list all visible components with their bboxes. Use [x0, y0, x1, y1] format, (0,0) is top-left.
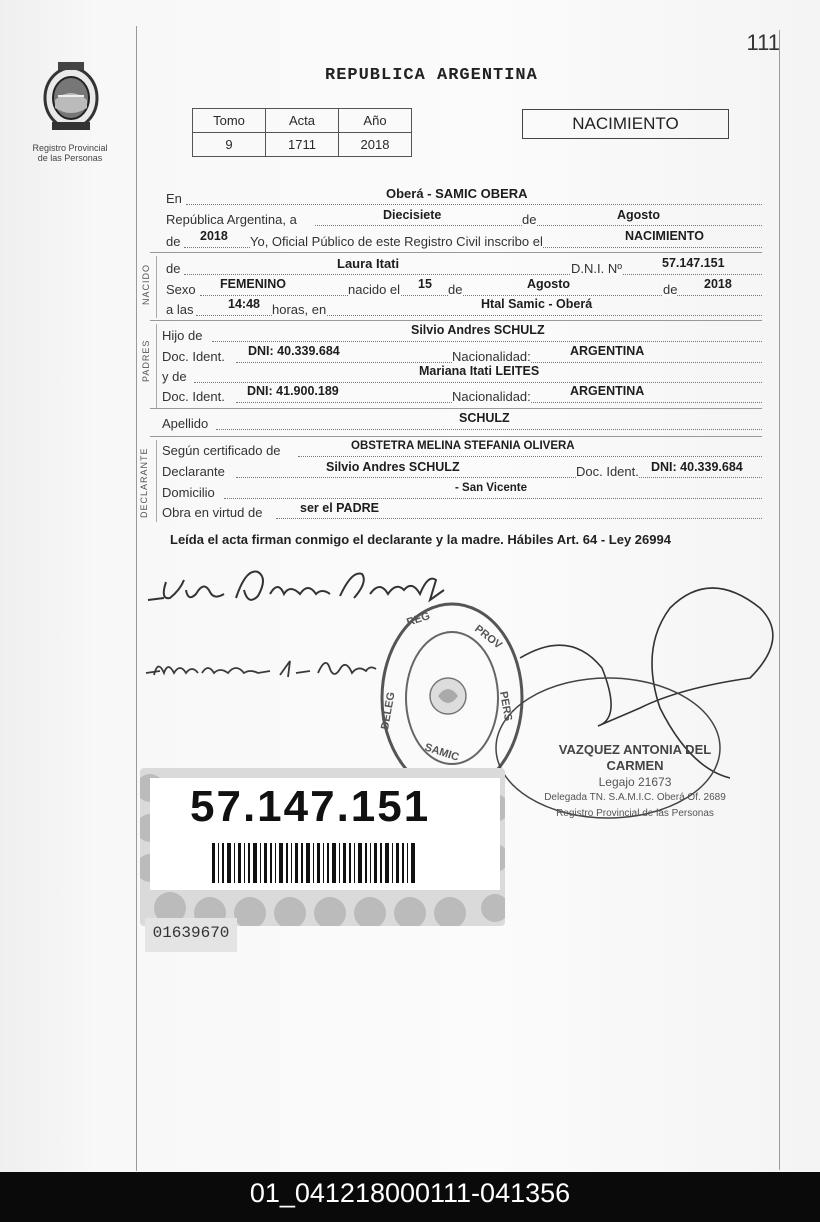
yde-label: y de	[162, 369, 187, 384]
svg-text:PERS: PERS	[497, 690, 515, 723]
anio-value: 2018	[339, 133, 412, 157]
section-divider	[156, 440, 157, 522]
birth-place: Htal Samic - Oberá	[481, 297, 593, 311]
padres-section-label: PADRES	[141, 339, 151, 382]
acta-header: Acta	[266, 109, 339, 133]
section-divider	[156, 256, 157, 318]
declarante-section-label: DECLARANTE	[139, 447, 149, 518]
nacido-label: nacido el	[348, 282, 401, 297]
dotted-line	[212, 341, 762, 342]
dotted-line	[186, 204, 762, 205]
acta-value: 1711	[266, 133, 339, 157]
dotted-line	[194, 382, 762, 383]
serial-number: 01639670	[145, 918, 237, 952]
registry-name-line2: de las Personas	[37, 153, 103, 163]
section-divider	[156, 324, 157, 408]
official-org: Registro Provincial de las Personas	[556, 808, 714, 819]
de-label: de	[448, 282, 463, 297]
sexo-value: FEMENINO	[220, 277, 286, 291]
svg-text:PROV: PROV	[472, 622, 505, 652]
svg-text:SAMIC: SAMIC	[423, 741, 461, 764]
svg-text:DELEG: DELEG	[379, 691, 398, 731]
tomo-value: 9	[193, 133, 266, 157]
svg-text:REG: REG	[405, 610, 432, 629]
kind-value: NACIMIENTO	[625, 229, 704, 243]
month-value: Agosto	[617, 208, 661, 222]
registrar-text: Yo, Oficial Público de este Registro Civil inscribo el	[250, 234, 543, 249]
pais-label: República Argentina, a	[166, 212, 297, 227]
dotted-line	[184, 274, 762, 275]
official-legajo: Legajo 21673	[598, 775, 672, 789]
left-margin-line	[136, 26, 137, 1171]
domicilio-value: - San Vicente	[455, 482, 528, 494]
horas-label: horas, en	[272, 302, 327, 317]
nacionalidad-label: Nacionalidad:	[452, 349, 531, 364]
coat-of-arms-icon	[36, 56, 106, 136]
dotted-line	[216, 429, 762, 430]
place-value: Oberá - SAMIC OBERA	[386, 186, 528, 201]
official-name: VAZQUEZ ANTONIA DEL CARMEN	[558, 742, 712, 773]
child-dni: 57.147.151	[662, 256, 725, 270]
official-stamp	[530, 742, 740, 822]
barcode-icon	[212, 843, 416, 883]
birth-month: Agosto	[527, 277, 571, 291]
mother-name: Mariana Itati LEITES	[419, 364, 540, 378]
separator	[150, 408, 762, 409]
sexo-label: Sexo	[166, 282, 196, 297]
page-number: 111	[746, 30, 780, 55]
domicilio-label: Domicilio	[162, 485, 215, 500]
birth-day: 15	[418, 277, 432, 291]
reference-table	[192, 108, 412, 157]
child-name: Laura Itati	[337, 256, 400, 271]
de-label: de	[522, 212, 537, 227]
obra-label: Obra en virtud de	[162, 505, 263, 520]
nacido-section-label: NACIDO	[141, 263, 151, 305]
doc-label: Doc. Ident.	[162, 389, 225, 404]
apellido-label: Apellido	[162, 416, 209, 431]
file-identifier-bar: 01_041218000111-041356	[0, 1172, 820, 1222]
day-value: Diecisiete	[383, 208, 442, 222]
dotted-line	[224, 498, 762, 499]
year-value: 2018	[200, 229, 228, 243]
certificate-value: OBSTETRA MELINA STEFANIA OLIVERA	[351, 440, 575, 452]
official-role: Delegada TN. S.A.M.I.C. Oberá Of. 2689	[544, 792, 726, 803]
father-nationality: ARGENTINA	[570, 344, 645, 358]
doc-label: Doc. Ident.	[162, 349, 225, 364]
dotted-line	[276, 518, 762, 519]
id-number: 57.147.151	[190, 782, 431, 831]
nacionalidad-label: Nacionalidad:	[452, 389, 531, 404]
alas-label: a las	[166, 302, 194, 317]
dotted-line	[236, 477, 762, 478]
doc-label: Doc. Ident.	[576, 464, 639, 479]
page-title: REPUBLICA ARGENTINA	[325, 66, 538, 85]
mother-signature	[140, 645, 380, 690]
obra-value: ser el PADRE	[300, 501, 379, 515]
de-label: de	[166, 234, 181, 249]
dotted-line	[315, 225, 762, 226]
mother-nationality: ARGENTINA	[570, 384, 645, 398]
separator	[150, 252, 762, 253]
certificado-label: Según certificado de	[162, 443, 281, 458]
record-type-box: NACIMIENTO	[522, 109, 729, 139]
anio-header: Año	[339, 109, 412, 133]
father-doc: DNI: 40.339.684	[248, 344, 340, 358]
separator	[150, 436, 762, 437]
de-label: de	[663, 282, 678, 297]
tomo-header: Tomo	[193, 109, 266, 133]
hijo-label: Hijo de	[162, 328, 203, 343]
father-name: Silvio Andres SCHULZ	[411, 323, 545, 337]
declarant-doc: DNI: 40.339.684	[651, 460, 743, 474]
declarante-label: Declarante	[162, 464, 225, 479]
closing-statement: Leída el acta firman conmigo el declarante y la madre. Hábiles Art. 64 - Ley 26994	[170, 532, 671, 547]
birth-year: 2018	[704, 277, 732, 291]
mother-doc: DNI: 41.900.189	[247, 384, 339, 398]
registry-name	[20, 143, 120, 163]
de-label: de	[166, 261, 181, 276]
en-label: En	[166, 191, 182, 206]
birth-hour: 14:48	[228, 297, 260, 311]
apellido-value: SCHULZ	[459, 411, 510, 425]
dni-label: D.N.I. Nº	[571, 261, 622, 276]
declarant-name: Silvio Andres SCHULZ	[326, 460, 460, 474]
separator	[150, 320, 762, 321]
dotted-line	[298, 456, 762, 457]
dotted-line	[200, 295, 762, 296]
registry-name-line1: Registro Provincial	[32, 143, 108, 153]
